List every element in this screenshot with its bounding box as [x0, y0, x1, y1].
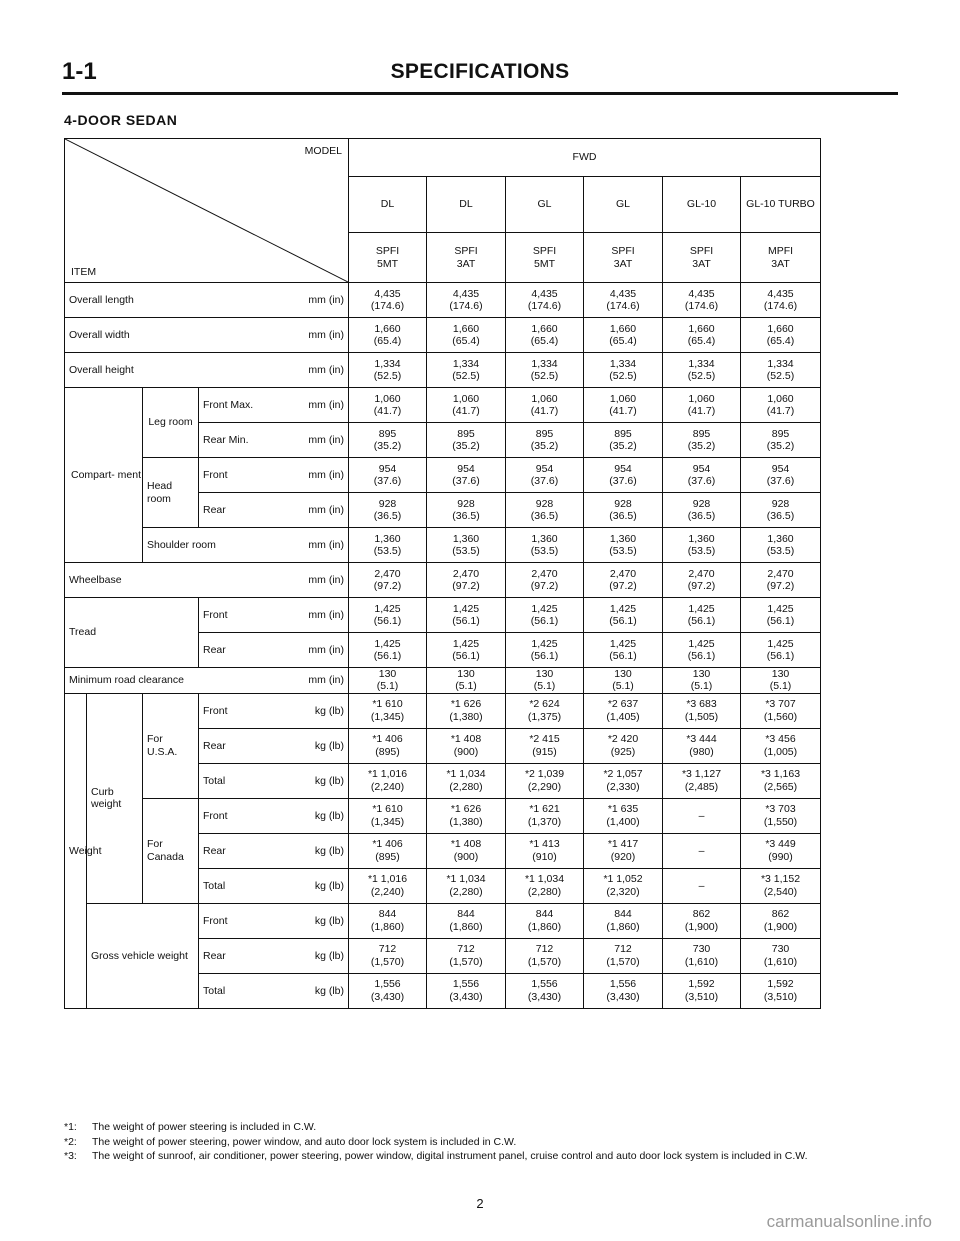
value-cell: 130 (5.1) [663, 668, 741, 694]
unit-label: mm (in) [308, 674, 344, 687]
unit-label: kg (lb) [314, 704, 344, 717]
value-cell: *3 1,152 (2,540) [741, 868, 821, 903]
value-cell: 4,435 (174.6) [349, 283, 427, 318]
unit-label: mm (in) [308, 573, 344, 586]
unit-label: mm (in) [308, 363, 344, 376]
head-rear-label [203, 504, 344, 516]
page-header [62, 58, 898, 95]
value-cell: 1,425 (56.1) [584, 598, 663, 633]
table-row [65, 528, 821, 563]
table-row [65, 563, 821, 598]
grade-header: GL-10 [663, 177, 741, 233]
value-cell: *1 610 (1,345) [349, 693, 427, 728]
value-cell: 1,592 (3,510) [663, 973, 741, 1008]
value-cell: 954 (37.6) [349, 458, 427, 493]
value-cell: 1,060 (41.7) [506, 388, 584, 423]
drivetrain-header: SPFI 5MT [349, 233, 427, 283]
table-row [65, 139, 821, 177]
unit-label: kg (lb) [314, 774, 344, 787]
value-cell: 1,360 (53.5) [741, 528, 821, 563]
value-cell: 928 (36.5) [584, 493, 663, 528]
table-row [65, 318, 821, 353]
header-diagonal-cell [65, 139, 349, 283]
value-cell: *1 1,016 (2,240) [349, 763, 427, 798]
value-cell: 928 (36.5) [506, 493, 584, 528]
value-cell: *3 1,127 (2,485) [663, 763, 741, 798]
value-cell: *3 449 (990) [741, 833, 821, 868]
fwd-header: FWD [349, 139, 821, 177]
can-front-label-text: Front [203, 809, 228, 822]
footnote: *3: The weight of sunroof, air conditioner, power steering, power window, digital instrument panel, cruise control and auto door lock system is included in C.W. [64, 1150, 808, 1163]
unit-label: mm (in) [308, 608, 344, 621]
value-cell: – [663, 798, 741, 833]
gvw-total-label [199, 973, 349, 1008]
drivetrain-header: MPFI 3AT [741, 233, 821, 283]
grade-header: DL [427, 177, 506, 233]
value-cell: 895 (35.2) [349, 423, 427, 458]
unit-label: mm (in) [308, 328, 344, 341]
table-row [65, 903, 821, 938]
value-cell: *1 626 (1,380) [427, 798, 506, 833]
value-cell: *3 683 (1,505) [663, 693, 741, 728]
overall-height-label [65, 353, 349, 388]
value-cell: *1 408 (900) [427, 728, 506, 763]
model-header: MODEL [304, 145, 342, 157]
footnotes [64, 1120, 904, 1164]
value-cell: 1,660 (65.4) [349, 318, 427, 353]
value-cell: *3 707 (1,560) [741, 693, 821, 728]
value-cell: 730 (1,610) [663, 938, 741, 973]
value-cell: 1,425 (56.1) [741, 633, 821, 668]
value-cell: *2 637 (1,405) [584, 693, 663, 728]
page-title: SPECIFICATIONS [390, 60, 570, 83]
value-cell: 895 (35.2) [584, 423, 663, 458]
grade-header: DL [349, 177, 427, 233]
value-cell: 844 (1,860) [427, 903, 506, 938]
head-front-label [199, 458, 349, 493]
value-cell: 928 (36.5) [349, 493, 427, 528]
unit-label: kg (lb) [314, 844, 344, 857]
value-cell: 895 (35.2) [663, 423, 741, 458]
head-front-label-text: Front [203, 468, 228, 481]
value-cell: 1,556 (3,430) [349, 973, 427, 1008]
footnote: *1: The weight of power steering is included in C.W. [64, 1121, 317, 1133]
value-cell: 1,360 (53.5) [349, 528, 427, 563]
value-cell: 130 (5.1) [741, 668, 821, 694]
page-number: 2 [476, 1196, 484, 1211]
value-cell: *3 703 (1,550) [741, 798, 821, 833]
value-cell: *1 408 (900) [427, 833, 506, 868]
value-cell: 954 (37.6) [741, 458, 821, 493]
value-cell: 1,660 (65.4) [506, 318, 584, 353]
value-cell: *3 456 (1,005) [741, 728, 821, 763]
item-header: ITEM [71, 265, 97, 278]
value-cell: 844 (1,860) [349, 903, 427, 938]
overall-width-label-text: Overall width [69, 328, 130, 341]
usa-total-label [203, 775, 344, 787]
usa-rear-label [203, 740, 344, 752]
overall-height-label [69, 364, 344, 376]
usa-total-label-text: Total [203, 774, 226, 787]
for-usa-label: For U.S.A. [143, 693, 199, 798]
value-cell: *1 635 (1,400) [584, 798, 663, 833]
usa-front-label [199, 693, 349, 728]
usa-front-label-text: Front [203, 704, 228, 717]
unit-label: kg (lb) [314, 809, 344, 822]
leg-front-label-text: Front Max. [203, 398, 254, 411]
value-cell: 1,360 (53.5) [663, 528, 741, 563]
unit-label: mm (in) [308, 293, 344, 306]
value-cell: 4,435 (174.6) [741, 283, 821, 318]
value-cell: 4,435 (174.6) [584, 283, 663, 318]
table-row [65, 283, 821, 318]
unit-label: mm (in) [308, 398, 344, 411]
unit-label: mm (in) [308, 433, 344, 446]
unit-label: mm (in) [308, 468, 344, 481]
tread-rear-label [199, 633, 349, 668]
value-cell: *1 406 (895) [349, 728, 427, 763]
gvw-front-label [203, 915, 344, 927]
value-cell: 1,360 (53.5) [584, 528, 663, 563]
gvw-rear-label [199, 938, 349, 973]
compartment-label: Compart- ment [65, 388, 143, 563]
clearance-label [65, 668, 349, 694]
leg-front-label [199, 388, 349, 423]
value-cell: *2 420 (925) [584, 728, 663, 763]
value-cell: 1,060 (41.7) [427, 388, 506, 423]
value-cell: 1,334 (52.5) [663, 353, 741, 388]
unit-label: kg (lb) [314, 949, 344, 962]
value-cell: 1,425 (56.1) [427, 633, 506, 668]
value-cell: 862 (1,900) [741, 903, 821, 938]
table-row [65, 598, 821, 633]
value-cell: *2 415 (915) [506, 728, 584, 763]
value-cell: 712 (1,570) [584, 938, 663, 973]
unit-label: mm (in) [308, 503, 344, 516]
overall-width-label [65, 318, 349, 353]
unit-label: kg (lb) [314, 984, 344, 997]
value-cell: 4,435 (174.6) [506, 283, 584, 318]
value-cell: 2,470 (97.2) [349, 563, 427, 598]
value-cell: 712 (1,570) [506, 938, 584, 973]
watermark: carmanualsonline.info [766, 1212, 932, 1231]
diagonal-divider [65, 139, 348, 282]
wheelbase-label [65, 563, 349, 598]
value-cell: *3 1,163 (2,565) [741, 763, 821, 798]
wheelbase-label-text: Wheelbase [69, 573, 122, 586]
value-cell: 954 (37.6) [427, 458, 506, 493]
unit-label: kg (lb) [314, 739, 344, 752]
value-cell: 1,660 (65.4) [584, 318, 663, 353]
value-cell: 1,556 (3,430) [427, 973, 506, 1008]
value-cell: *1 1,052 (2,320) [584, 868, 663, 903]
can-front-label [199, 798, 349, 833]
overall-length-label [65, 283, 349, 318]
can-total-label [203, 880, 344, 892]
value-cell: 2,470 (97.2) [741, 563, 821, 598]
value-cell: 712 (1,570) [349, 938, 427, 973]
gvw-front-label [199, 903, 349, 938]
value-cell: 844 (1,860) [506, 903, 584, 938]
head-rear-label [199, 493, 349, 528]
value-cell: 1,334 (52.5) [584, 353, 663, 388]
shoulder-room-label [147, 539, 344, 551]
leg-rear-label [203, 434, 344, 446]
value-cell: *1 1,034 (2,280) [427, 868, 506, 903]
shoulder-room-label [143, 528, 349, 563]
value-cell: 1,660 (65.4) [741, 318, 821, 353]
leg-front-label [203, 399, 344, 411]
usa-rear-label [199, 728, 349, 763]
value-cell: 1,556 (3,430) [584, 973, 663, 1008]
overall-width-label [69, 329, 344, 341]
can-front-label [203, 810, 344, 822]
value-cell: 954 (37.6) [584, 458, 663, 493]
value-cell: 954 (37.6) [663, 458, 741, 493]
grade-header: GL [584, 177, 663, 233]
value-cell: 1,425 (56.1) [349, 598, 427, 633]
gvw-front-label-text: Front [203, 914, 228, 927]
value-cell: 1,592 (3,510) [741, 973, 821, 1008]
value-cell: 895 (35.2) [506, 423, 584, 458]
usa-front-label [203, 705, 344, 717]
drivetrain-header: SPFI 3AT [584, 233, 663, 283]
value-cell: 862 (1,900) [663, 903, 741, 938]
value-cell: *1 413 (910) [506, 833, 584, 868]
tread-rear-label [203, 644, 344, 656]
table-row [65, 458, 821, 493]
value-cell: 1,334 (52.5) [349, 353, 427, 388]
head-front-label [203, 469, 344, 481]
value-cell: 1,060 (41.7) [349, 388, 427, 423]
tread-label: Tread [65, 598, 199, 668]
value-cell: *1 406 (895) [349, 833, 427, 868]
value-cell: *2 1,057 (2,330) [584, 763, 663, 798]
value-cell: 844 (1,860) [584, 903, 663, 938]
spec-table [64, 138, 821, 1009]
value-cell: 895 (35.2) [427, 423, 506, 458]
value-cell: – [663, 833, 741, 868]
value-cell: 1,425 (56.1) [584, 633, 663, 668]
value-cell: 1,425 (56.1) [663, 598, 741, 633]
value-cell: 928 (36.5) [663, 493, 741, 528]
value-cell: *1 621 (1,370) [506, 798, 584, 833]
shoulder-room-label-text: Shoulder room [147, 538, 216, 551]
value-cell: 1,556 (3,430) [506, 973, 584, 1008]
value-cell: 1,425 (56.1) [506, 598, 584, 633]
usa-rear-label-text: Rear [203, 739, 226, 752]
value-cell: 1,334 (52.5) [741, 353, 821, 388]
usa-total-label [199, 763, 349, 798]
can-rear-label-text: Rear [203, 844, 226, 857]
unit-label: mm (in) [308, 643, 344, 656]
head-rear-label-text: Rear [203, 503, 226, 516]
value-cell: *1 1,034 (2,280) [427, 763, 506, 798]
unit-label: kg (lb) [314, 914, 344, 927]
drivetrain-header: SPFI 3AT [427, 233, 506, 283]
table-row [65, 798, 821, 833]
value-cell: 895 (35.2) [741, 423, 821, 458]
value-cell: 1,425 (56.1) [427, 598, 506, 633]
value-cell: 1,060 (41.7) [663, 388, 741, 423]
value-cell: 1,425 (56.1) [349, 633, 427, 668]
value-cell: 1,660 (65.4) [427, 318, 506, 353]
leg-room-label: Leg room [143, 388, 199, 458]
gross-vehicle-weight-label: Gross vehicle weight [87, 903, 199, 1008]
leg-rear-label-text: Rear Min. [203, 433, 249, 446]
can-total-label-text: Total [203, 879, 226, 892]
wheelbase-label [69, 574, 344, 586]
gvw-rear-label [203, 950, 344, 962]
value-cell: *1 626 (1,380) [427, 693, 506, 728]
table-row [65, 388, 821, 423]
overall-length-label-text: Overall length [69, 293, 134, 306]
curb-weight-label: Curb weight [87, 693, 143, 903]
table-row [65, 353, 821, 388]
footnote: *2: The weight of power steering, power window, and auto door lock system is included in C.W. [64, 1135, 517, 1148]
value-cell: 130 (5.1) [584, 668, 663, 694]
value-cell: 2,470 (97.2) [663, 563, 741, 598]
value-cell: 1,425 (56.1) [741, 598, 821, 633]
grade-header: GL [506, 177, 584, 233]
value-cell: 954 (37.6) [506, 458, 584, 493]
weight-label: Weight [65, 693, 87, 1008]
value-cell: 928 (36.5) [427, 493, 506, 528]
value-cell: 1,425 (56.1) [506, 633, 584, 668]
value-cell: 1,334 (52.5) [506, 353, 584, 388]
can-rear-label [203, 845, 344, 857]
value-cell: 4,435 (174.6) [663, 283, 741, 318]
overall-length-label [69, 294, 344, 306]
value-cell: 130 (5.1) [349, 668, 427, 694]
for-canada-label: For Canada [143, 798, 199, 903]
leg-rear-label [199, 423, 349, 458]
value-cell: 1,425 (56.1) [663, 633, 741, 668]
section-title: 4-DOOR SEDAN [64, 112, 178, 128]
value-cell: *1 1,034 (2,280) [506, 868, 584, 903]
unit-label: kg (lb) [314, 879, 344, 892]
value-cell: 1,334 (52.5) [427, 353, 506, 388]
page-section-number: 1-1 [62, 58, 97, 85]
value-cell: *3 444 (980) [663, 728, 741, 763]
gvw-total-label [203, 985, 344, 997]
unit-label: mm (in) [308, 538, 344, 551]
gvw-total-label-text: Total [203, 984, 226, 997]
clearance-label-text: Minimum road clearance [69, 674, 184, 687]
value-cell: 4,435 (174.6) [427, 283, 506, 318]
can-rear-label [199, 833, 349, 868]
value-cell: *1 610 (1,345) [349, 798, 427, 833]
grade-header: GL-10 TURBO [741, 177, 821, 233]
value-cell: 130 (5.1) [427, 668, 506, 694]
clearance-label [69, 674, 344, 686]
gvw-rear-label-text: Rear [203, 949, 226, 962]
tread-front-label [203, 609, 344, 621]
table-row [65, 668, 821, 694]
can-total-label [199, 868, 349, 903]
value-cell: 1,360 (53.5) [506, 528, 584, 563]
overall-height-label-text: Overall height [69, 363, 134, 376]
value-cell: *2 1,039 (2,290) [506, 763, 584, 798]
head-room-label: Head room [143, 458, 199, 528]
value-cell: – [663, 868, 741, 903]
tread-front-label-text: Front [203, 608, 228, 621]
tread-front-label [199, 598, 349, 633]
drivetrain-header: SPFI 3AT [663, 233, 741, 283]
value-cell: 1,060 (41.7) [584, 388, 663, 423]
tread-rear-label-text: Rear [203, 643, 226, 656]
value-cell: 712 (1,570) [427, 938, 506, 973]
value-cell: *1 417 (920) [584, 833, 663, 868]
drivetrain-header: SPFI 5MT [506, 233, 584, 283]
value-cell: 130 (5.1) [506, 668, 584, 694]
value-cell: 2,470 (97.2) [584, 563, 663, 598]
value-cell: *1 1,016 (2,240) [349, 868, 427, 903]
value-cell: 928 (36.5) [741, 493, 821, 528]
value-cell: 1,660 (65.4) [663, 318, 741, 353]
value-cell: *2 624 (1,375) [506, 693, 584, 728]
table-row [65, 693, 821, 728]
value-cell: 2,470 (97.2) [427, 563, 506, 598]
value-cell: 2,470 (97.2) [506, 563, 584, 598]
value-cell: 730 (1,610) [741, 938, 821, 973]
value-cell: 1,060 (41.7) [741, 388, 821, 423]
value-cell: 1,360 (53.5) [427, 528, 506, 563]
